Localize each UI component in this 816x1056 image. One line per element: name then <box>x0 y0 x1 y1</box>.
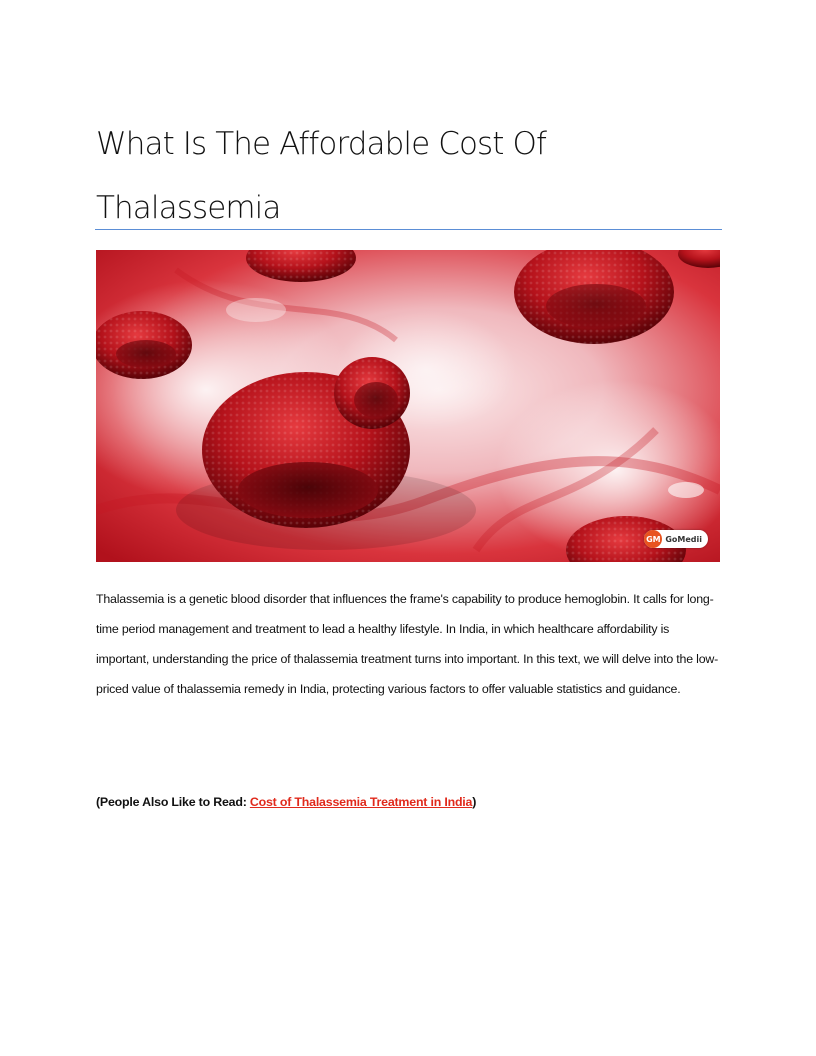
gomedii-logo <box>644 530 708 548</box>
logo-mark-icon: GM <box>644 530 662 548</box>
blood-cell-left <box>96 311 192 379</box>
also-read-prefix: (People Also Like to Read: <box>96 795 250 809</box>
logo-text: GoMedii <box>665 534 702 544</box>
also-read-suffix: ) <box>472 795 477 809</box>
blood-cell-small <box>334 357 410 429</box>
intro-paragraph: Thalassemia is a genetic blood disorder that influences the frame's capability to produce hemoglobin. It calls for long-time period management and treatment to lead a healthy lifestyle. In India, in which healthcare affordability is important, understanding the price of thalassemia treatment turns into important. In this text, we will delve into the low-priced value of thalassemia remedy in India, protecting various factors to offer valuable statistics and guidance. <box>96 592 719 696</box>
hero-image <box>96 250 720 562</box>
title-underline <box>95 229 722 230</box>
also-read-line <box>96 792 720 812</box>
article-title-line-1: What Is The Affordable Cost Of Thalassemia <box>96 126 547 226</box>
blood-cells-illustration <box>96 250 720 562</box>
also-read-link[interactable]: Cost of Thalassemia Treatment in India <box>249 795 473 809</box>
